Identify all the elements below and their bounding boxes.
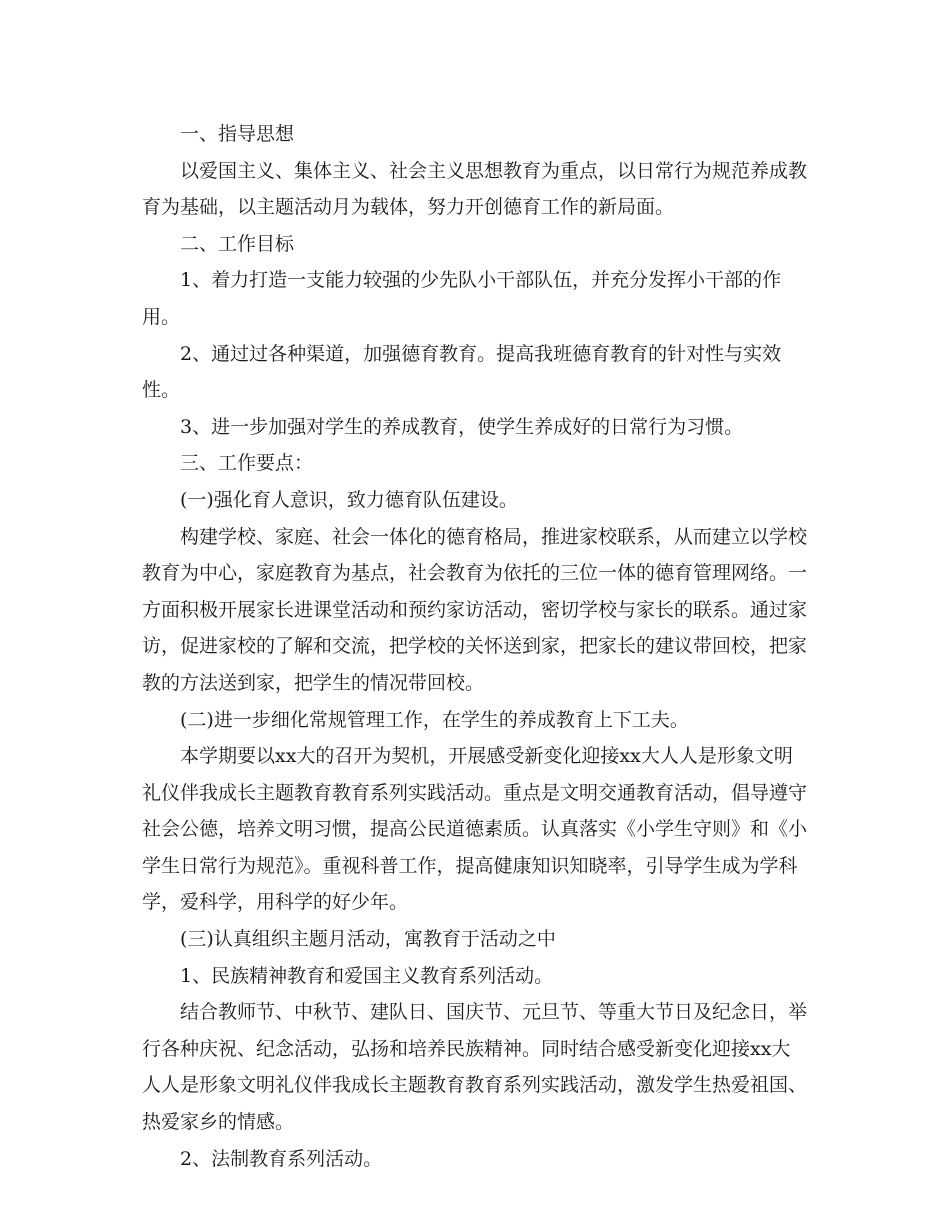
list-item: 2、通过过各种渠道，加强德育教育。提高我班德育教育的针对性与实效性。 <box>142 342 782 402</box>
list-item: 1、民族精神教育和爱国主义教育系列活动。 <box>180 964 554 987</box>
list-item: 3、进一步加强对学生的养成教育，使学生养成好的日常行为习惯。 <box>180 415 744 438</box>
paragraph: 以爱国主义、集体主义、社会主义思想教育为重点，以日常行为规范养成教育为基础，以主题活动月为载体，努力开创德育工作的新局面。 <box>142 159 808 219</box>
paragraph: 本学期要以xx大的召开为契机，开展感受新变化迎接xx大人人是形象文明礼仪伴我成长主题教育教育系列实践活动。重点是文明交通教育活动，倡导遵守社会公德，培养文明习惯，提高公民道德素质。认真落实《小学生守则》和《小学生日常行为规范》。重视科普工作，提高健康知识知晓率，引导学生成为学科学，爱科学，用科学的好少年。 <box>142 745 808 914</box>
list-item: 1、着力打造一支能力较强的少先队小干部队伍，并充分发挥小干部的作用。 <box>142 269 782 328</box>
section-heading-work-points: 三、工作要点： <box>180 452 314 475</box>
paragraph: 结合教师节、中秋节、建队日、国庆节、元旦节、等重大节日及纪念日，举行各种庆祝、纪念活动，弘扬和培养民族精神。同时结合感受新变化迎接xx大人人是形象文明礼仪伴我成长主题教育教育系列实践活动，激发学生热爱祖国、热爱家乡的情感。 <box>142 1001 808 1134</box>
list-item: 2、法制教育系列活动。 <box>180 1147 383 1170</box>
document-body <box>142 116 807 1177</box>
subsection-heading: (一)强化育人意识，致力德育队伍建设。 <box>180 488 518 511</box>
subsection-heading: (三)认真组织主题月活动，寓教育于活动之中 <box>180 928 556 951</box>
subsection-heading: (二)进一步细化常规管理工作，在学生的养成教育上下工夫。 <box>180 708 689 731</box>
paragraph: 构建学校、家庭、社会一体化的德育格局，推进家校联系，从而建立以学校教育为中心，家庭教育为基点，社会教育为依托的三位一体的德育管理网络。一方面积极开展家长进课堂活动和预约家访活动，密切学校与家长的联系。通过家访，促进家校的了解和交流，把学校的关怀送到家，把家长的建议带回校，把家教的方法送到家，把学生的情况带回校。 <box>142 525 808 694</box>
section-heading-work-goals: 二、工作目标 <box>180 232 295 255</box>
section-heading-guiding-ideology: 一、指导思想 <box>180 123 295 145</box>
